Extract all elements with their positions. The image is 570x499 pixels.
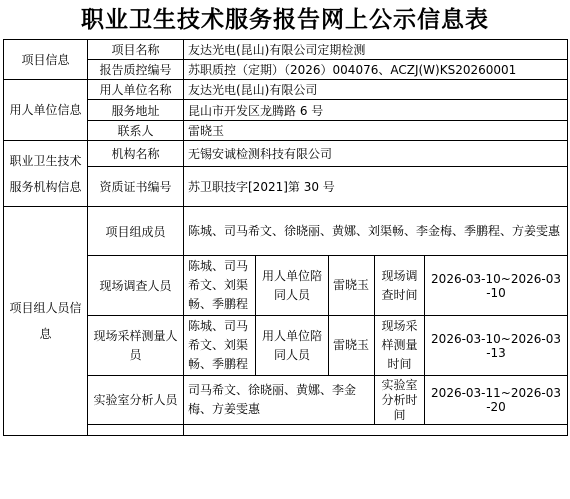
cert-no-value: 苏卫职技字[2021]第 30 号 xyxy=(184,167,568,207)
survey-time-label: 现场调查时间 xyxy=(375,256,425,316)
sampling-staff-label: 现场采样测量人员 xyxy=(88,316,184,376)
survey-companion-label: 用人单位陪同人员 xyxy=(256,256,329,316)
employer-name-value: 友达光电(昆山)有限公司 xyxy=(184,80,568,100)
sampling-time-value: 2026-03-10~2026-03-13 xyxy=(425,316,568,376)
report-no-value: 苏职质控（定期）（2026）004076、ACZJ(W)KS20260001 xyxy=(184,60,568,80)
org-name-value: 无锡安诚检测科技有限公司 xyxy=(184,141,568,167)
team-members-value: 陈城、司马希文、徐晓丽、黄娜、刘渠畅、李金梅、季鹏程、方姜雯惠 xyxy=(184,207,568,256)
survey-companion-value: 雷晓玉 xyxy=(329,256,375,316)
sampling-staff-value: 陈城、司马希文、刘渠畅、季鹏程 xyxy=(184,316,256,376)
report-no-label: 报告质控编号 xyxy=(88,60,184,80)
sampling-time-label: 现场采样测量时间 xyxy=(375,316,425,376)
section-team-info: 项目组人员信息 xyxy=(4,207,88,436)
contact-label: 联系人 xyxy=(88,121,184,141)
survey-staff-value: 陈城、司马希文、刘渠畅、季鹏程 xyxy=(184,256,256,316)
lab-staff-label: 实验室分析人员 xyxy=(88,376,184,425)
service-address-value: 昆山市开发区龙腾路 6 号 xyxy=(184,100,568,121)
sampling-companion-label: 用人单位陪同人员 xyxy=(256,316,329,376)
cert-no-label: 资质证书编号 xyxy=(88,167,184,207)
lab-staff-value: 司马希文、徐晓丽、黄娜、李金梅、方姜雯惠 xyxy=(184,376,375,425)
lab-time-label: 实验室分析时间 xyxy=(375,376,425,425)
section-employer-info: 用人单位信息 xyxy=(4,80,88,141)
survey-time-value: 2026-03-10~2026-03-10 xyxy=(425,256,568,316)
table-cell-partial xyxy=(184,425,568,436)
project-name-label: 项目名称 xyxy=(88,40,184,60)
employer-name-label: 用人单位名称 xyxy=(88,80,184,100)
lab-time-value: 2026-03-11~2026-03-20 xyxy=(425,376,568,425)
contact-value: 雷晓玉 xyxy=(184,121,568,141)
org-name-label: 机构名称 xyxy=(88,141,184,167)
team-members-label: 项目组成员 xyxy=(88,207,184,256)
table-row-partial xyxy=(88,425,184,436)
project-name-value: 友达光电(昆山)有限公司定期检测 xyxy=(184,40,568,60)
section-service-org-info: 职业卫生技术服务机构信息 xyxy=(4,141,88,207)
page-title: 职业卫生技术服务报告网上公示信息表 xyxy=(81,6,489,33)
section-project-info: 项目信息 xyxy=(4,40,88,80)
sampling-companion-value: 雷晓玉 xyxy=(329,316,375,376)
disclosure-table xyxy=(3,39,568,436)
service-address-label: 服务地址 xyxy=(88,100,184,121)
survey-staff-label: 现场调查人员 xyxy=(88,256,184,316)
